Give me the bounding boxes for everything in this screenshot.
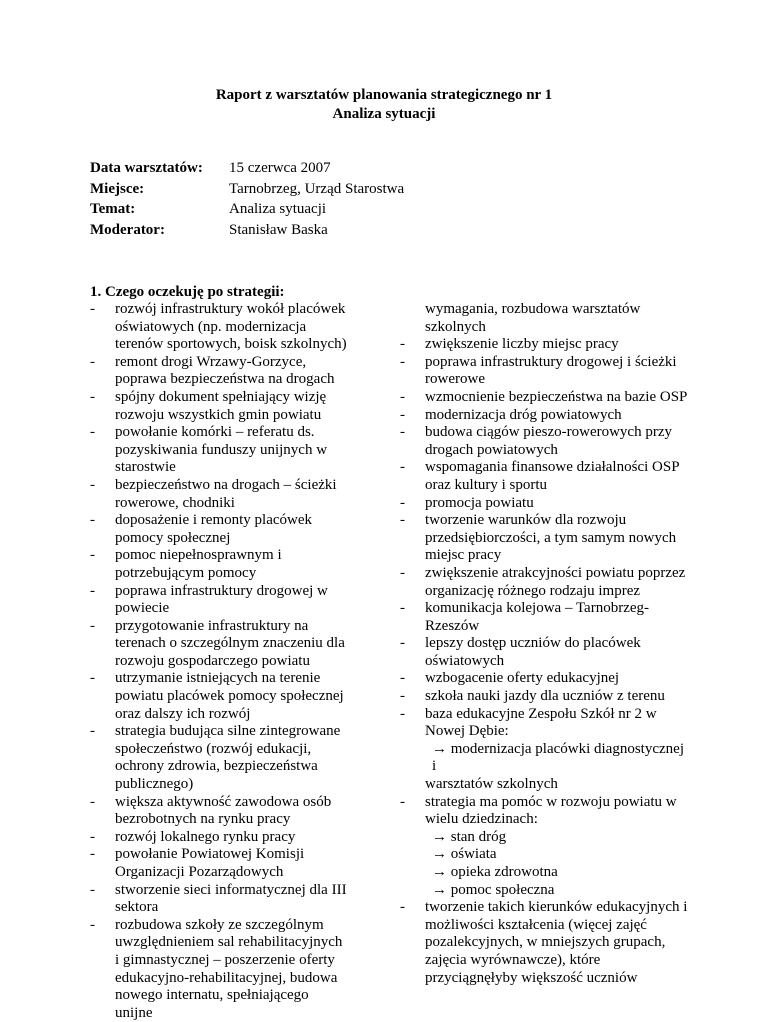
meta-row-topic [90, 199, 404, 220]
list-item: - baza edukacyjne Zespołu Szkół nr 2 w Nowej Dębie: [400, 705, 657, 740]
list-subitem: → oświata [432, 846, 497, 863]
meta-label: Miejsce: [90, 180, 145, 197]
list-item: - zwiększenie liczby miejsc pracy [400, 336, 619, 353]
title-line-1: Raport z warsztatów planowania strategicznego nr 1 [215, 87, 553, 103]
list-item: - poprawa infrastruktury drogowej i ścieżki rowerowe [400, 353, 677, 388]
meta-label: Data warsztatów: [90, 160, 203, 176]
list-item: - budowa ciągów pieszo-rowerowych przy drogach powiatowych [400, 424, 672, 458]
list-subitem-continuation: warsztatów szkolnych [425, 776, 558, 793]
list-item: - poprawa infrastruktury drogowej w powiecie [90, 582, 328, 617]
list-item: - powołanie komórki – referatu ds. pozyskiwania funduszy unijnych w starostwie [90, 424, 328, 476]
list-item: - doposażenie i remonty placówek pomocy społecznej [90, 512, 313, 546]
list-subitem: → modernizacja placówki diagnostycznej i [432, 740, 684, 775]
title-line-2: Analiza sytuacji [332, 106, 436, 122]
list-item: - rozbudowa szkoły ze szczególnym uwzględnieniem sal rehabilitacyjnych i gimnastycznej – poszerzenie oferty edukacyjno-rehabilitacyjnej, budowa nowego internatu, spełniającego unijne [90, 916, 343, 1021]
list-item: - większa aktywność zawodowa osób bezrobotnych na rynku pracy [90, 793, 332, 828]
list-item: - tworzenie takich kierunków edukacyjnych i możliwości kształcenia (więcej zajęć pozalekcyjnych, w mniejszych grupach, zajęcia wyrównawcze), które przyciągnęłyby większość uczniów [400, 899, 688, 986]
list-item: - utrzymanie istniejących na terenie powiatu placówek pomocy społecznej oraz dalszy ich rozwój [90, 670, 344, 722]
list-item: - rozwój infrastruktury wokół placówek oświatowych (np. modernizacja terenów sportowych, boisk szkolnych) [90, 301, 347, 353]
list-item: - promocja powiatu [400, 494, 534, 511]
list-item: - przygotowanie infrastruktury na terenach o szczególnym znaczeniu dla rozwoju gospodarczego powiatu [90, 617, 345, 669]
meta-label: Moderator: [90, 221, 165, 238]
list-item: - spójny dokument spełniający wizję rozwoju wszystkich gmin powiatu [90, 388, 327, 423]
meta-row-date [90, 158, 404, 179]
list-item: - wspomagania finansowe działalności OSP oraz kultury i sportu [400, 459, 679, 493]
list-item: - tworzenie warunków dla rozwoju przedsiębiorczości, a tym samym nowych miejsc pracy [400, 512, 677, 564]
list-item: - wzbogacenie oferty edukacyjnej [400, 670, 620, 687]
document-title [0, 86, 768, 124]
section-heading: 1. Czego oczekuję po strategii: [90, 284, 285, 300]
meta-value: Tarnobrzeg, Urząd Starostwa [229, 180, 405, 197]
list-item: - pomoc niepełnosprawnym i potrzebującym pomocy [90, 547, 282, 581]
list-item: - remont drogi Wrzawy-Gorzyce, poprawa bezpieczeństwa na drogach [90, 353, 335, 388]
list-item: - strategia ma pomóc w rozwoju powiatu w wielu dziedzinach: [400, 793, 677, 828]
list-subitem: → stan dróg [432, 828, 507, 845]
expectations-list-left [90, 301, 348, 1022]
list-item: - szkoła nauki jazdy dla uczniów z terenu [400, 688, 665, 705]
meta-value: Stanisław Baska [229, 221, 328, 238]
list-item: - powołanie Powiatowej Komisji Organizacji Pozarządowych [90, 846, 305, 880]
list-subitem: → pomoc społeczna [432, 881, 555, 898]
meta-row-moderator [90, 220, 404, 241]
list-item: - wzmocnienie bezpieczeństwa na bazie OSP [400, 388, 688, 405]
list-item: - bezpieczeństwo na drogach – ścieżki rowerowe, chodniki [90, 476, 337, 511]
meta-label: Temat: [90, 201, 136, 217]
list-item: - modernizacja dróg powiatowych [400, 406, 622, 423]
list-subitem: → opieka zdrowotna [432, 864, 558, 880]
list-item: - stworzenie sieci informatycznej dla III sektora [90, 881, 347, 916]
list-item: - strategia budująca silne zintegrowane społeczeństwo (rozwój edukacji, ochrony zdrowia, bezpieczeństwa publicznego) [90, 723, 341, 793]
list-item-continuation: wymagania, rozbudowa warsztatów szkolnych [425, 301, 641, 335]
list-item: - rozwój lokalnego rynku pracy [90, 828, 296, 845]
meta-value: Analiza sytuacji [229, 201, 327, 217]
meta-info [90, 158, 404, 240]
meta-value: 15 czerwca 2007 [229, 160, 331, 176]
meta-row-place [90, 179, 404, 200]
list-item: - komunikacja kolejowa – Tarnobrzeg-Rzeszów [400, 600, 650, 634]
list-item: - lepszy dostęp uczniów do placówek oświatowych [400, 635, 641, 669]
expectations-list-right [400, 301, 690, 987]
list-item: - zwiększenie atrakcyjności powiatu poprzez organizację różnego rodzaju imprez [400, 564, 686, 599]
